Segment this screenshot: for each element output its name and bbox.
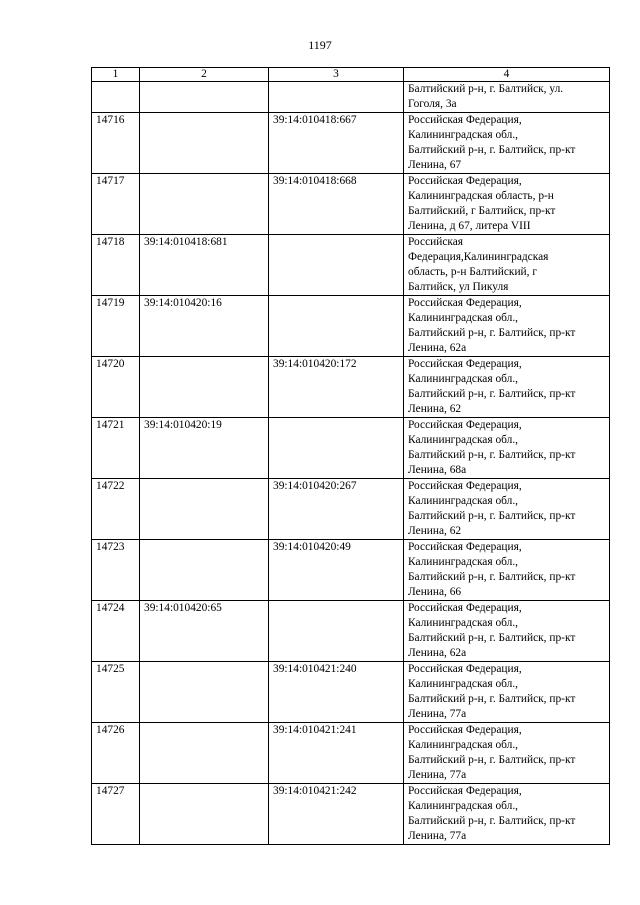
table-row (92, 784, 610, 845)
address-line: Ленина, 77а (408, 830, 467, 842)
address-cell (404, 113, 610, 174)
table-row (92, 723, 610, 784)
address-cell (404, 357, 610, 418)
table-row (92, 82, 610, 113)
address-line: Российская Федерация, (408, 724, 522, 736)
address-line: Российская Федерация, (408, 541, 522, 553)
address-line: Калининградская обл., (408, 312, 519, 324)
address-line: Ленина, 67 (408, 159, 462, 171)
address-line: Балтийский, г Балтийск, пр-кт (408, 205, 556, 217)
address-line: Калининградская обл., (408, 617, 519, 629)
address-line: Калининградская обл., (408, 739, 519, 751)
cadastral-number-col2-cell (140, 784, 269, 845)
address-cell (404, 479, 610, 540)
address-line: область, р-н Балтийский, г (408, 266, 538, 278)
cadastral-number-col2-cell (140, 113, 269, 174)
cadastral-number-col2-cell (140, 540, 269, 601)
address-line: Ленина, 77а (408, 769, 467, 781)
address-cell (404, 784, 610, 845)
address-line: Российская Федерация, (408, 480, 522, 492)
table-row (92, 235, 610, 296)
address-line: Ленина, 77а (408, 708, 467, 720)
address-line: Калининградская обл., (408, 800, 519, 812)
address-cell (404, 235, 610, 296)
address-cell (404, 540, 610, 601)
cadastral-number-col2-cell (140, 479, 269, 540)
page-number: 1197 (308, 38, 332, 52)
address-line: Российская Федерация, (408, 785, 522, 797)
address-line: Российская Федерация, (408, 419, 522, 431)
row-number-cell: 14726 (92, 723, 140, 784)
row-number-cell (92, 82, 140, 113)
address-line: Калининградская обл., (408, 556, 519, 568)
cadastral-number-col2-cell (140, 357, 269, 418)
header-row (92, 68, 610, 82)
cadastral-number-col2-cell: 39:14:010420:16 (140, 296, 269, 357)
row-number-cell: 14723 (92, 540, 140, 601)
row-number-cell: 14722 (92, 479, 140, 540)
row-number-cell: 14718 (92, 235, 140, 296)
cadastral-number-col2-cell: 39:14:010418:681 (140, 235, 269, 296)
row-number-cell: 14727 (92, 784, 140, 845)
registry-table (91, 67, 610, 845)
address-line: Калининградская обл., (408, 373, 519, 385)
cadastral-number-col3-cell: 39:14:010418:667 (269, 113, 404, 174)
address-line: Балтийский р-н, г. Балтийск, ул. (408, 83, 564, 95)
address-cell (404, 601, 610, 662)
header-col-4: 4 (404, 68, 610, 82)
table-row (92, 418, 610, 479)
address-line: Российская (408, 236, 464, 248)
address-line: Калининградская обл., (408, 678, 519, 690)
address-line: Российская Федерация, (408, 175, 522, 187)
address-line: Калининградская обл., (408, 495, 519, 507)
cadastral-number-col3-cell (269, 235, 404, 296)
row-number-cell: 14716 (92, 113, 140, 174)
cadastral-number-col3-cell: 39:14:010420:267 (269, 479, 404, 540)
cadastral-number-col3-cell: 39:14:010421:240 (269, 662, 404, 723)
address-line: Ленина, 68а (408, 464, 467, 476)
header-col-2: 2 (140, 68, 269, 82)
row-number-cell: 14725 (92, 662, 140, 723)
cadastral-number-col3-cell: 39:14:010418:668 (269, 174, 404, 235)
cadastral-number-col3-cell (269, 418, 404, 479)
address-line: Российская Федерация, (408, 297, 522, 309)
row-number-cell: 14717 (92, 174, 140, 235)
header-col-1: 1 (92, 68, 140, 82)
cadastral-number-col3-cell: 39:14:010420:49 (269, 540, 404, 601)
address-line: Балтийский р-н, г. Балтийск, пр-кт (408, 144, 576, 156)
cadastral-number-col3-cell: 39:14:010421:241 (269, 723, 404, 784)
header-col-3: 3 (269, 68, 404, 82)
address-line: Ленина, д 67, литера VIII (408, 220, 531, 232)
cadastral-number-col2-cell (140, 174, 269, 235)
address-line: Гоголя, 3а (408, 98, 457, 110)
address-line: Ленина, 62 (408, 403, 462, 415)
row-number-cell: 14724 (92, 601, 140, 662)
address-line: Федерация,Калининградская (408, 251, 549, 263)
address-line: Ленина, 62а (408, 342, 467, 354)
cadastral-number-col3-cell: 39:14:010421:242 (269, 784, 404, 845)
table-row (92, 662, 610, 723)
cadastral-number-col2-cell (140, 82, 269, 113)
address-line: Балтийский р-н, г. Балтийск, пр-кт (408, 449, 576, 461)
address-cell (404, 82, 610, 113)
table-row (92, 540, 610, 601)
table-body (92, 82, 610, 845)
address-line: Российская Федерация, (408, 358, 522, 370)
cadastral-number-col2-cell (140, 662, 269, 723)
cadastral-number-col3-cell (269, 601, 404, 662)
address-cell (404, 174, 610, 235)
address-cell (404, 418, 610, 479)
cadastral-number-col2-cell (140, 723, 269, 784)
address-line: Калининградская область, р-н (408, 190, 554, 202)
table-row (92, 357, 610, 418)
address-cell (404, 296, 610, 357)
row-number-cell: 14721 (92, 418, 140, 479)
address-line: Балтийский р-н, г. Балтийск, пр-кт (408, 693, 576, 705)
table-row (92, 174, 610, 235)
address-line: Ленина, 66 (408, 586, 462, 598)
cadastral-number-col3-cell: 39:14:010420:172 (269, 357, 404, 418)
address-line: Ленина, 62а (408, 647, 467, 659)
address-line: Балтийский р-н, г. Балтийск, пр-кт (408, 388, 576, 400)
address-line: Балтийск, ул Пикуля (408, 281, 509, 293)
address-line: Балтийский р-н, г. Балтийск, пр-кт (408, 632, 576, 644)
address-cell (404, 723, 610, 784)
table-row (92, 113, 610, 174)
table-row (92, 479, 610, 540)
address-line: Балтийский р-н, г. Балтийск, пр-кт (408, 571, 576, 583)
table-row (92, 601, 610, 662)
address-line: Калининградская обл., (408, 434, 519, 446)
address-line: Российская Федерация, (408, 663, 522, 675)
table-row (92, 296, 610, 357)
cadastral-number-col3-cell (269, 82, 404, 113)
address-cell (404, 662, 610, 723)
address-line: Балтийский р-н, г. Балтийск, пр-кт (408, 327, 576, 339)
address-line: Балтийский р-н, г. Балтийск, пр-кт (408, 510, 576, 522)
address-line: Российская Федерация, (408, 114, 522, 126)
address-line: Калининградская обл., (408, 129, 519, 141)
address-line: Ленина, 62 (408, 525, 462, 537)
address-line: Балтийский р-н, г. Балтийск, пр-кт (408, 815, 576, 827)
cadastral-number-col2-cell: 39:14:010420:19 (140, 418, 269, 479)
row-number-cell: 14719 (92, 296, 140, 357)
row-number-cell: 14720 (92, 357, 140, 418)
address-line: Российская Федерация, (408, 602, 522, 614)
cadastral-number-col2-cell: 39:14:010420:65 (140, 601, 269, 662)
address-line: Балтийский р-н, г. Балтийск, пр-кт (408, 754, 576, 766)
cadastral-number-col3-cell (269, 296, 404, 357)
